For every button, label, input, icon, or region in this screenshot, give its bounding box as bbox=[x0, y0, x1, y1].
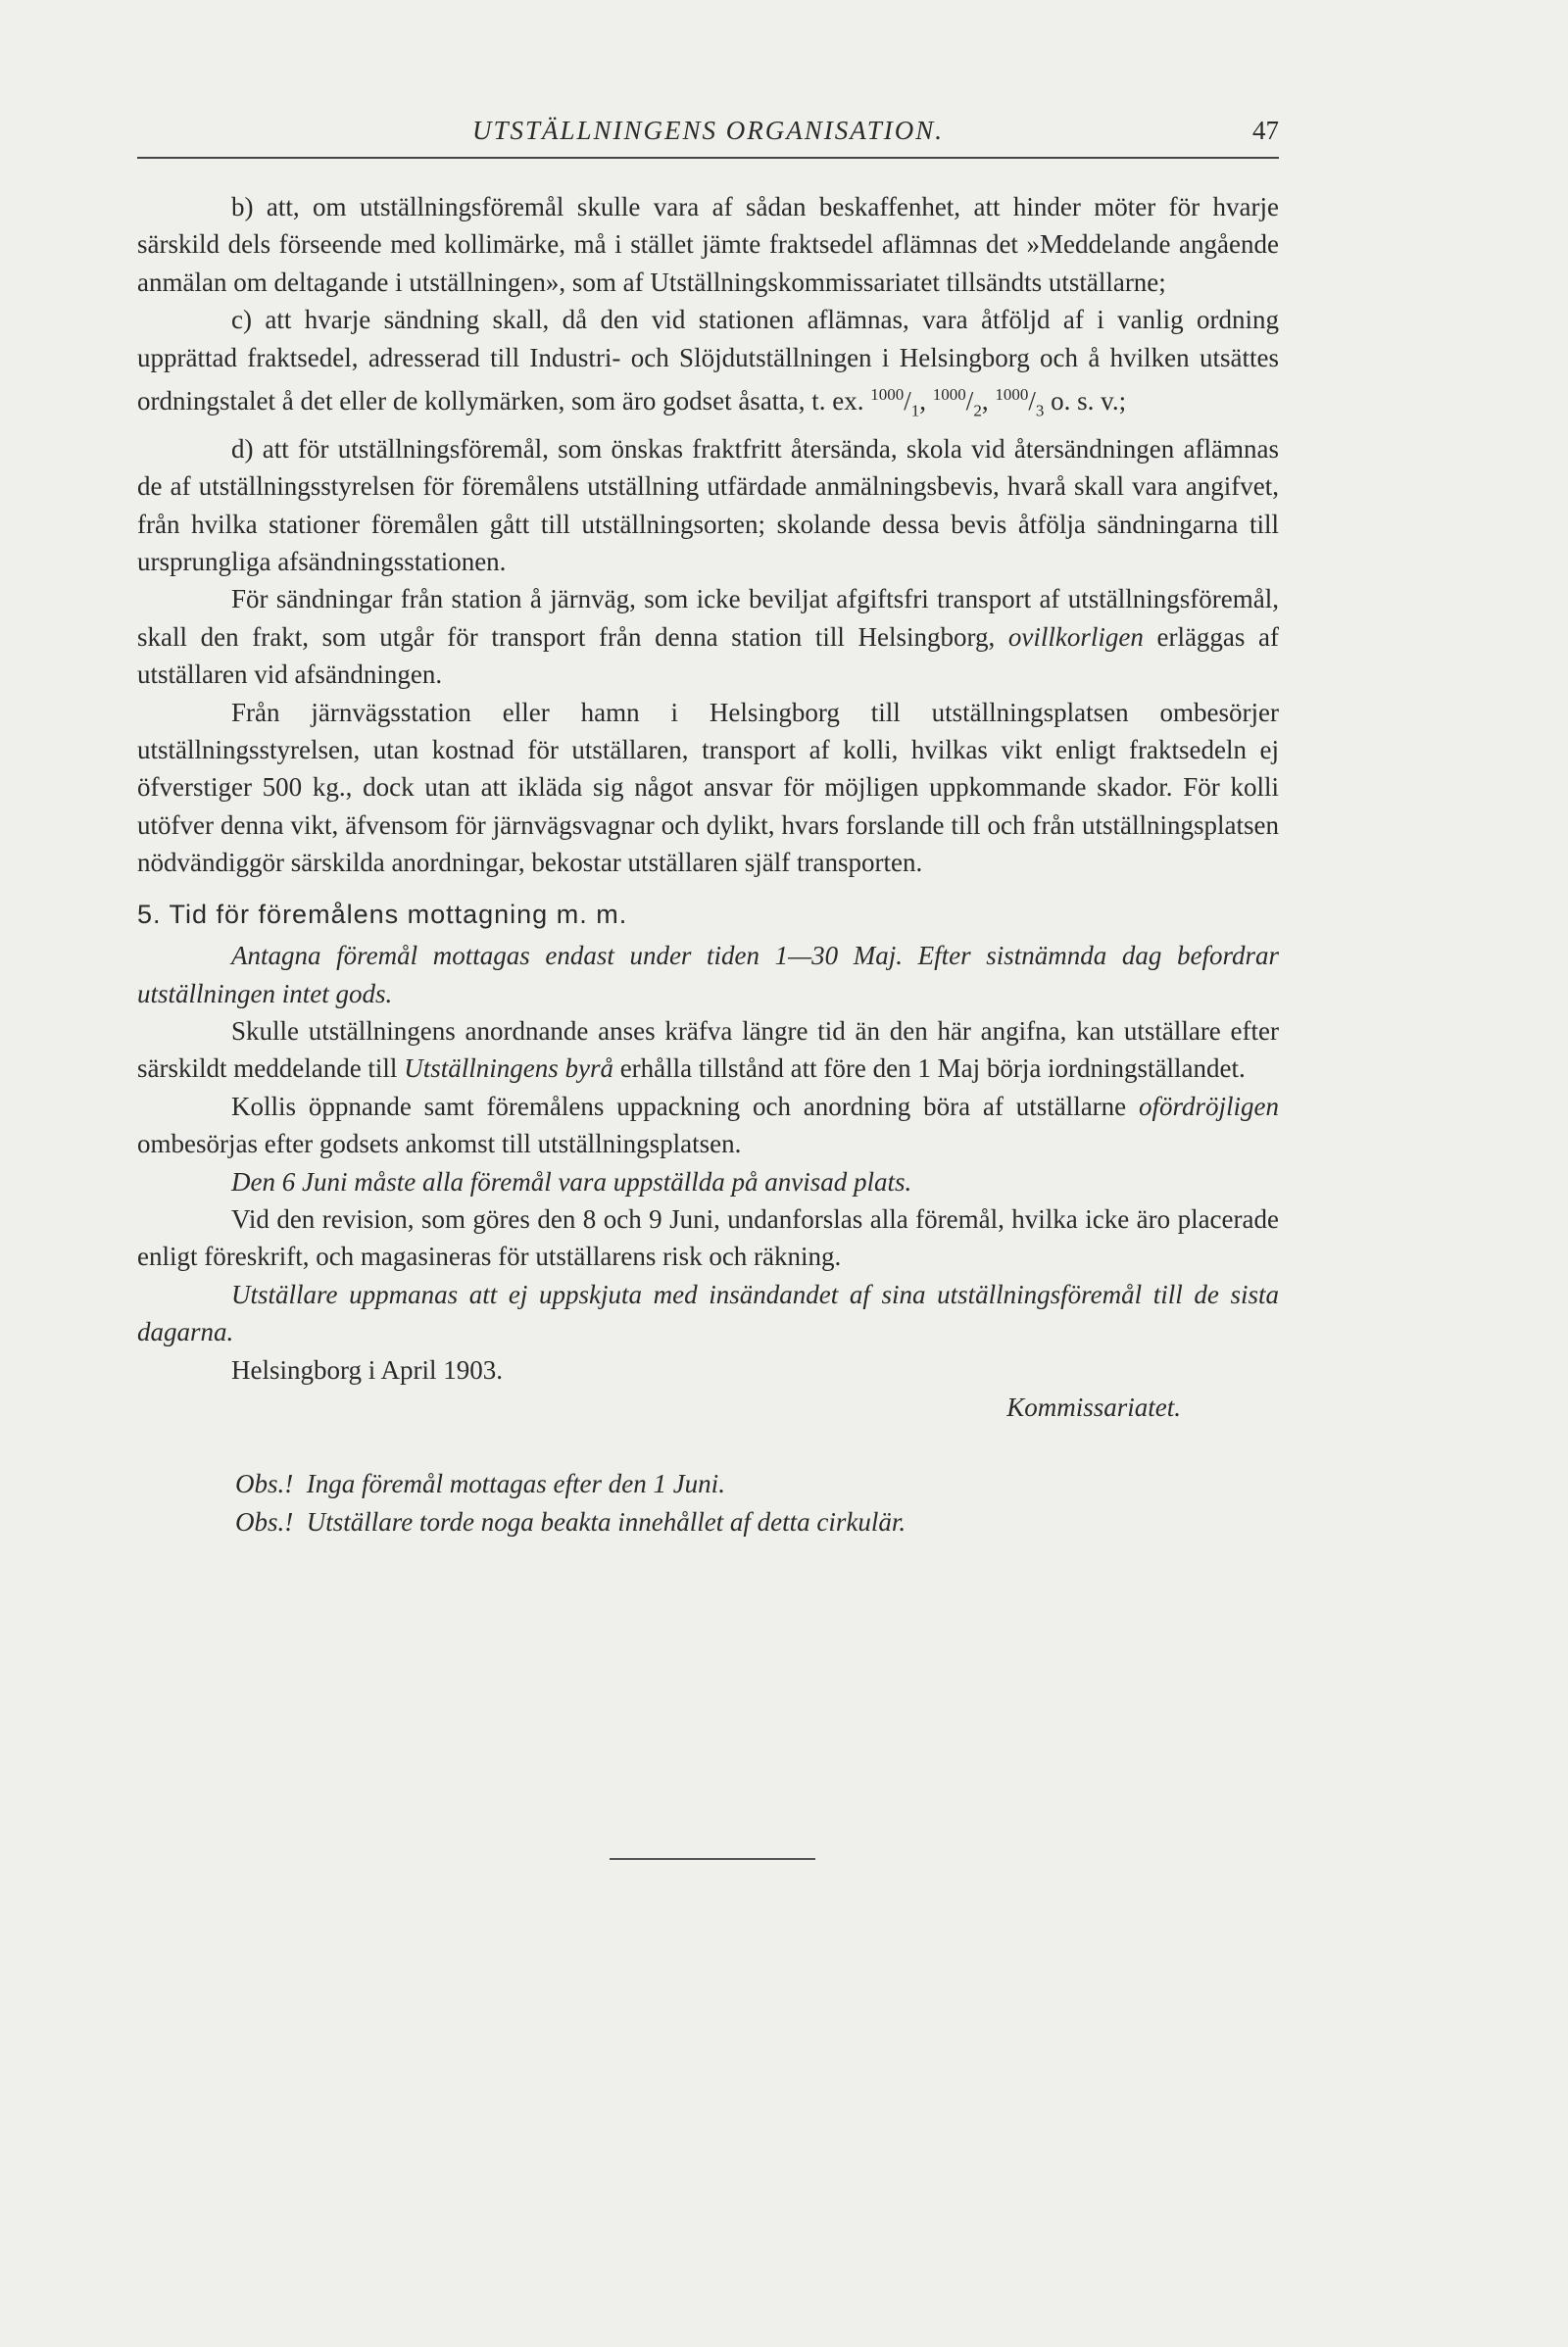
section-paragraph-2-post: erhålla tillstånd att före den 1 Maj börja iordningställandet. bbox=[619, 1053, 1246, 1084]
page-header bbox=[137, 110, 1279, 159]
section-paragraph-4: Den 6 Juni måste alla föremål vara uppställda på anvisad plats. bbox=[231, 1166, 912, 1197]
section-paragraph-2-italic: Utställningens byrå bbox=[404, 1053, 613, 1084]
section-paragraph-3 bbox=[137, 1088, 1279, 1163]
section-paragraph-2 bbox=[137, 1012, 1279, 1088]
obs-text-1: Inga föremål mottagas efter den 1 Juni. bbox=[306, 1469, 725, 1499]
obs-note-2 bbox=[235, 1503, 1279, 1540]
paragraph-c-end: o. s. v.; bbox=[1051, 386, 1127, 416]
obs-label-1: Obs.! bbox=[235, 1469, 294, 1499]
end-rule bbox=[610, 1858, 815, 1860]
paragraph-freight-post: erläggas af utställaren vid afsändningen. bbox=[137, 621, 1280, 690]
section-paragraph-3-italic: ofördröjligen bbox=[1138, 1091, 1279, 1121]
paragraph-b: b) att, om utställningsföremål skulle vara af sådan beskaffenhet, att hinder möter för hvarje särskild dels förseende med kollimärke, må i stället jämte fraktsedel aflämnas det »Meddelande angående anmälan om deltagande i utställningen», som af Utställningskommissariatet tillsändts utställarne; bbox=[137, 192, 1279, 297]
section-paragraph-1: Antagna föremål mottagas endast under tiden 1—30 Maj. Efter sistnämnda dag befordrar utställningen intet gods. bbox=[137, 941, 1279, 1008]
section-paragraph-3-pre: Kollis öppnande samt föremålens uppackning och anordning böra af utställarne bbox=[231, 1091, 1127, 1121]
paragraph-d: d) att för utställningsföremål, som önskas fraktfritt återsända, skola vid återsändningen aflämnas de af utställningsstyrelsen för föremålens utställning utfärdade anmälningsbevis, hvarå skall vara angifvet, från hvilka stationer föremålen gått till utställningsorten; skolande dessa bevis åtfölja sändningarna till ursprungliga afsändningsstationen. bbox=[137, 433, 1279, 577]
obs-label-2: Obs.! bbox=[235, 1506, 294, 1537]
body-text bbox=[137, 188, 1279, 1540]
paragraph-c-text: c) att hvarje sändning skall, då den vid stationen aflämnas, vara åtföljd af i vanlig ordning upprättad fraktsedel, adresserad till Industri- och Slöjdutställningen i Helsingborg och å hvilken utsättes ordningstalet å det eller de kollymärken, som äro godset åsatta, t. ex. bbox=[137, 305, 1279, 416]
paragraph-freight bbox=[137, 580, 1279, 693]
fraction-2-numerator: 1000 bbox=[932, 385, 966, 405]
section-paragraph-3-post: ombesörjas efter godsets ankomst till utställningsplatsen. bbox=[137, 1129, 742, 1159]
fraction-3-numerator: 1000 bbox=[995, 385, 1029, 405]
signature: Kommissariatet. bbox=[1006, 1392, 1181, 1422]
section-paragraph-6: Utställare uppmanas att ej uppskjuta med insändandet af sina utställningsföremål till de sista dagarna. bbox=[137, 1279, 1279, 1347]
paragraph-c: c) att hvarje sändning skall, då den vid stationen aflämnas, vara åtföljd af i vanlig ordning upprättad fraktsedel, adresserad till Industri- och Slöjdutställningen i Helsingborg och å hvilken utsättes ordningstalet å det eller de kollymärken, som äro godset åsatta, t. ex. $^{1000}/_1$, $^{1000}/_2$, $^{1000}/_3$ o. s. v.; bbox=[137, 305, 1279, 420]
section-paragraph-5: Vid den revision, som göres den 8 och 9 Juni, undanforslas alla föremål, hvilka icke äro placerade enligt föreskrift, och magasineras för utställarens risk och räkning. bbox=[137, 1203, 1279, 1272]
place-date: Helsingborg i April 1903. bbox=[231, 1354, 504, 1385]
fraction-1-denominator: 1 bbox=[910, 401, 920, 420]
fraction-2-denominator: 2 bbox=[973, 401, 982, 420]
obs-note-1 bbox=[235, 1465, 1279, 1502]
header-rule bbox=[137, 157, 1279, 159]
spacer bbox=[137, 1426, 1279, 1465]
paragraph-freight-italic: ovillkorligen bbox=[1007, 621, 1144, 652]
obs-text-2: Utställare torde noga beakta innehållet af detta cirkulär. bbox=[306, 1506, 906, 1537]
page-number: 47 bbox=[1252, 116, 1279, 145]
paragraph-transport: Från järnvägsstation eller hamn i Helsingborg till utställningsplatsen ombesörjer utställningsstyrelsen, utan kostnad för utställaren, transport af kolli, hvilkas vikt enligt fraktsedeln ej öfverstiger 500 kg., dock utan att ikläda sig något ansvar för möjligen uppkommande skador. För kolli utöfver denna vikt, äfvensom för järnvägsvagnar och dylikt, hvars forslande till och från utställningsplatsen nödvändiggör särskilda anordningar, bekostar utställaren själf transporten. bbox=[137, 697, 1279, 878]
paragraph-freight-pre: För sändningar från station å järnväg, som icke beviljat afgiftsfri transport af utställningsföremål, skall den frakt, som utgår för transport från denna station till Helsingborg, bbox=[137, 584, 1279, 652]
fraction-3-denominator: 3 bbox=[1035, 401, 1045, 420]
section-heading: 5. Tid för föremålens mottagning m. m. bbox=[137, 899, 628, 929]
running-head: UTSTÄLLNINGENS ORGANISATION. bbox=[471, 116, 945, 145]
section-paragraph-2-pre: Skulle utställningens anordnande anses kräfva längre tid än den här angifna, kan utställare efter särskildt meddelande till bbox=[137, 1015, 1279, 1084]
fraction-1-numerator: 1000 bbox=[870, 385, 905, 405]
